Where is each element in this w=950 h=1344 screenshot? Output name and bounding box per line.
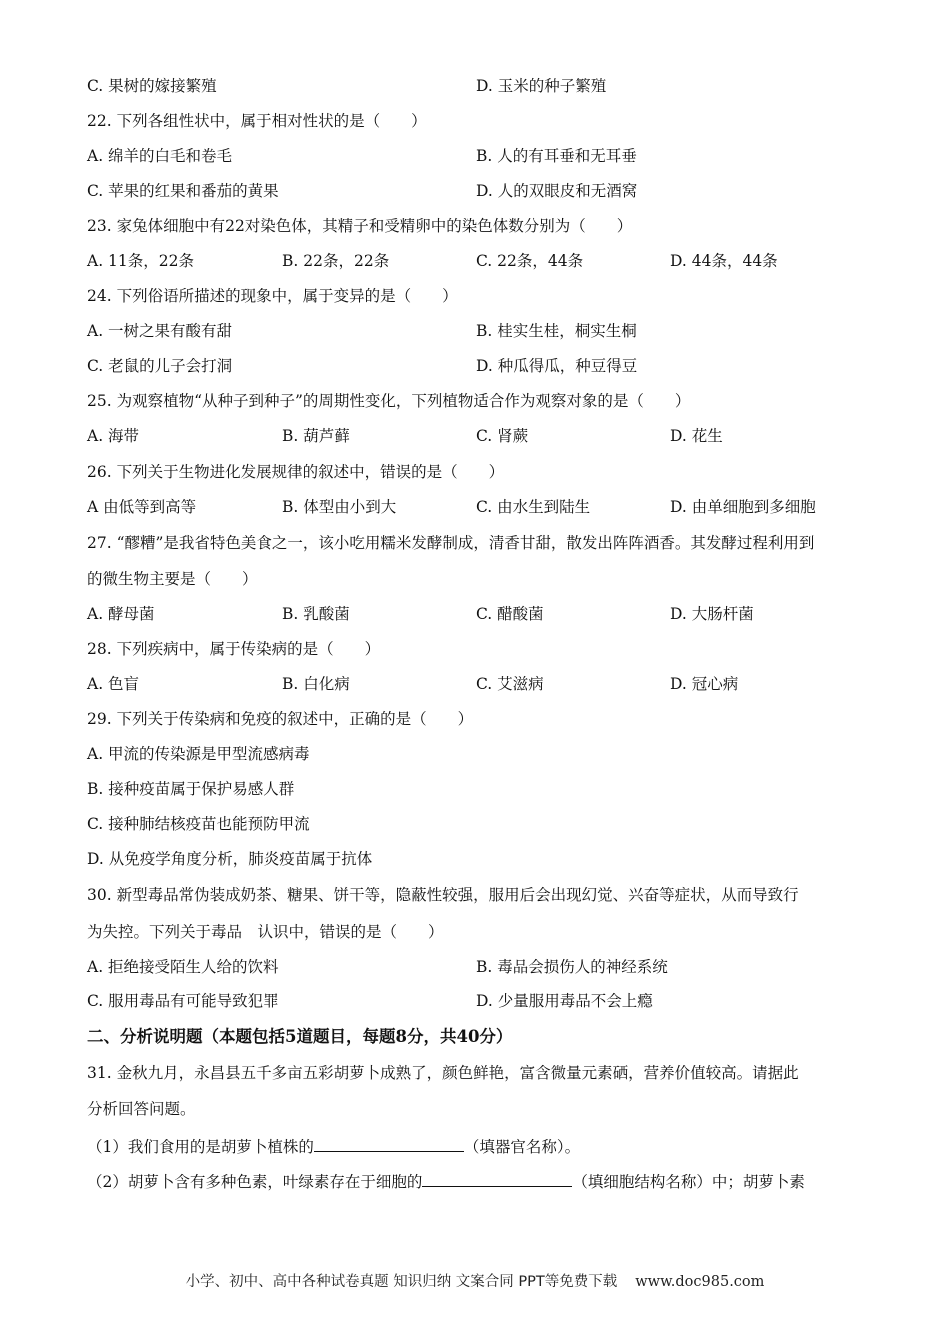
q22-option-d: D. 人的双眼皮和无酒窝 <box>476 182 638 200</box>
q26-option-a: A 由低等到高等 <box>87 498 197 516</box>
q26-option-d: D. 由单细胞到多细胞 <box>670 498 816 516</box>
q30-option-c: C. 服用毒品有可能导致犯罪 <box>87 992 279 1010</box>
q25-option-d: D. 花生 <box>670 427 723 445</box>
q31-part1-answer-blank[interactable] <box>314 1136 464 1152</box>
q31-part2-answer-blank[interactable] <box>422 1171 572 1187</box>
q30-stem-line1: 30. 新型毒品常伪装成奶茶、糖果、饼干等，隐蔽性较强，服用后会出现幻觉、兴奋等症状，从而导致行 <box>87 886 799 904</box>
q26-option-b: B. 体型由小到大 <box>282 498 397 516</box>
q27-option-b: B. 乳酸菌 <box>282 605 350 623</box>
q29-stem: 29. 下列关于传染病和免疫的叙述中，正确的是（ ） <box>87 710 474 728</box>
q25-option-c: C. 肾蕨 <box>476 427 529 445</box>
q31-part2 <box>87 1171 805 1192</box>
q24-option-a: A. 一树之果有酸有甜 <box>87 322 233 340</box>
q31-stem-line2: 分析回答问题。 <box>87 1100 196 1118</box>
q23-option-d: D. 44条，44条 <box>670 252 778 270</box>
q24-option-d: D. 种瓜得瓜，种豆得豆 <box>476 357 638 375</box>
q28-stem: 28. 下列疾病中，属于传染病的是（ ） <box>87 640 381 658</box>
footer-url[interactable]: www.doc985.com <box>635 1274 765 1290</box>
q30-option-b: B. 毒品会损伤人的神经系统 <box>476 958 668 976</box>
q28-option-a: A. 色盲 <box>87 675 140 693</box>
q29-option-c: C. 接种肺结核疫苗也能预防甲流 <box>87 815 310 833</box>
q23-option-a: A. 11条，22条 <box>87 252 194 270</box>
q31-stem-line1: 31. 金秋九月，永昌县五千多亩五彩胡萝卜成熟了，颜色鲜艳，富含微量元素硒，营养价值较高。请据此 <box>87 1064 799 1082</box>
q23-option-c: C. 22条，44条 <box>476 252 584 270</box>
page-footer <box>0 1270 950 1291</box>
q30-option-a: A. 拒绝接受陌生人给的饮料 <box>87 958 279 976</box>
q31-part2-text-a: （2）胡萝卜含有多种色素，叶绿素存在于细胞的 <box>87 1173 423 1191</box>
q26-stem: 26. 下列关于生物进化发展规律的叙述中，错误的是（ ） <box>87 463 505 481</box>
q27-option-c: C. 醋酸菌 <box>476 605 544 623</box>
q30-stem-line2: 为失控。下列关于毒品 认识中，错误的是（ ） <box>87 923 444 941</box>
q27-option-d: D. 大肠杆菌 <box>670 605 754 623</box>
q28-option-d: D. 冠心病 <box>670 675 739 693</box>
q29-option-d: D. 从免疫学角度分析，肺炎疫苗属于抗体 <box>87 850 373 868</box>
q25-stem: 25. 为观察植物“从种子到种子”的周期性变化，下列植物适合作为观察对象的是（ ） <box>87 392 691 410</box>
footer-text: 小学、初中、高中各种试卷真题 知识归纳 文案合同 PPT等免费下载 <box>185 1274 618 1290</box>
q31-part1-text-b: （填器官名称）。 <box>463 1138 581 1156</box>
q27-stem-line1: 27. “醪糟”是我省特色美食之一，该小吃用糯米发酵制成，清香甘甜，散发出阵阵酒香。其发酵过程利用到 <box>87 534 815 552</box>
q29-option-b: B. 接种疫苗属于保护易感人群 <box>87 780 295 798</box>
q31-part1 <box>87 1136 580 1157</box>
q23-stem: 23. 家兔体细胞中有22对染色体，其精子和受精卵中的染色体数分别为（ ） <box>87 217 633 235</box>
q22-stem: 22. 下列各组性状中，属于相对性状的是（ ） <box>87 112 427 130</box>
q30-option-d: D. 少量服用毒品不会上瘾 <box>476 992 653 1010</box>
q27-option-a: A. 酵母菌 <box>87 605 155 623</box>
q31-part2-text-b: （填细胞结构名称）中；胡萝卜素 <box>572 1173 805 1191</box>
q28-option-b: B. 白化病 <box>282 675 350 693</box>
q31-part1-text-a: （1）我们食用的是胡萝卜植株的 <box>87 1138 314 1156</box>
q24-option-c: C. 老鼠的儿子会打洞 <box>87 357 233 375</box>
q25-option-a: A. 海带 <box>87 427 140 445</box>
q29-option-a: A. 甲流的传染源是甲型流感病毒 <box>87 745 310 763</box>
q22-option-b: B. 人的有耳垂和无耳垂 <box>476 147 637 165</box>
section-heading: 二、分析说明题（本题包括5道题目，每题8分，共40分） <box>87 1027 513 1046</box>
q26-option-c: C. 由水生到陆生 <box>476 498 591 516</box>
q28-option-c: C. 艾滋病 <box>476 675 544 693</box>
q21-option-d: D. 玉米的种子繁殖 <box>476 77 607 95</box>
q24-stem: 24. 下列俗语所描述的现象中，属于变异的是（ ） <box>87 287 458 305</box>
q22-option-c: C. 苹果的红果和番茄的黄果 <box>87 182 279 200</box>
q21-option-c: C. 果树的嫁接繁殖 <box>87 77 217 95</box>
q22-option-a: A. 绵羊的白毛和卷毛 <box>87 147 233 165</box>
q25-option-b: B. 葫芦藓 <box>282 427 350 445</box>
q23-option-b: B. 22条，22条 <box>282 252 390 270</box>
q24-option-b: B. 桂实生桂，桐实生桐 <box>476 322 637 340</box>
q27-stem-line2: 的微生物主要是（ ） <box>87 570 258 588</box>
